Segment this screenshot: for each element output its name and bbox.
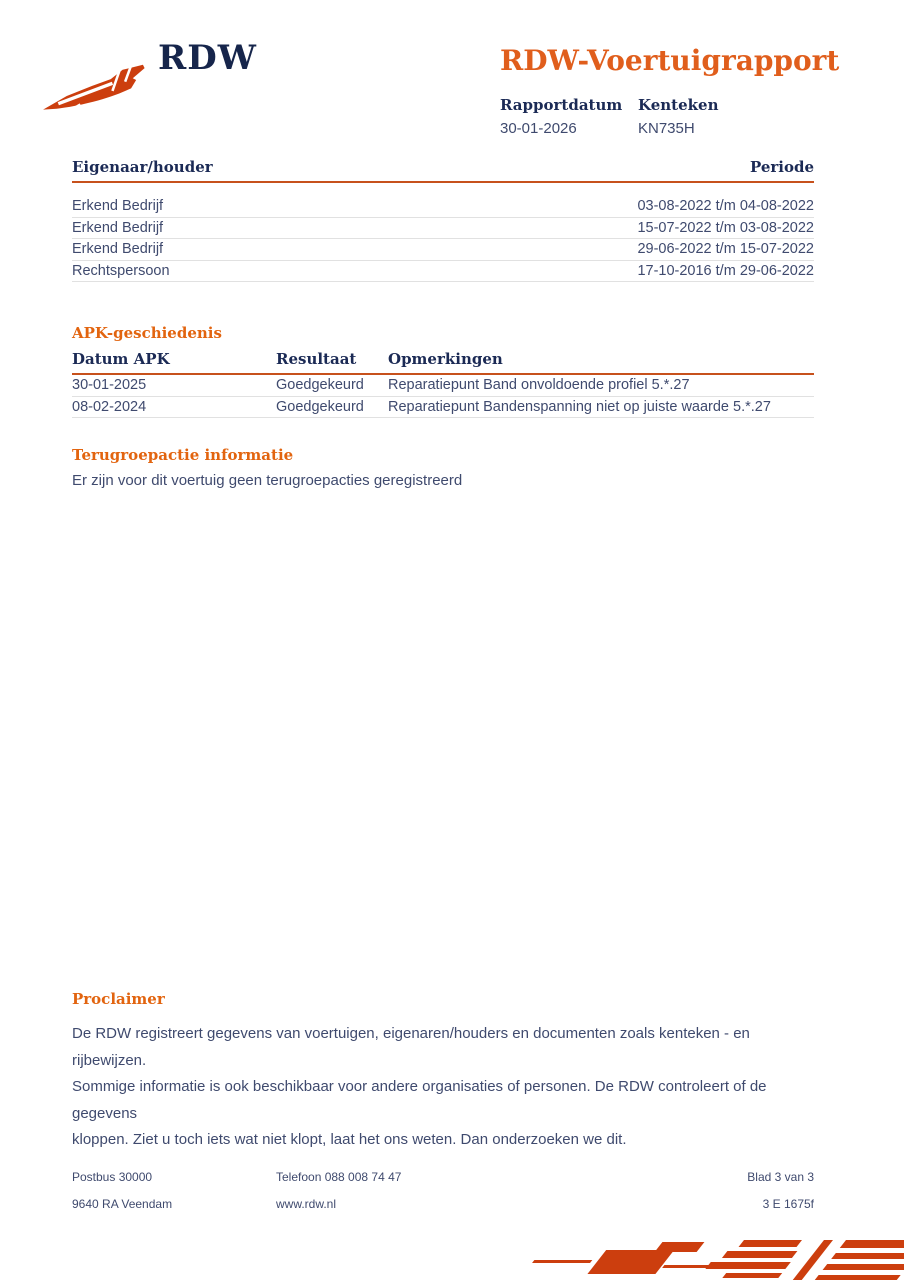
recall-section-heading: Terugroepactie informatie xyxy=(72,446,294,464)
table-row xyxy=(72,196,814,218)
license-plate-label: Kenteken xyxy=(638,96,719,114)
footer-doc-code: 3 E 1675f xyxy=(762,1197,814,1211)
page-title: RDW-Voertuigrapport xyxy=(500,44,840,77)
table-row xyxy=(72,218,814,240)
periode-cell: 03-08-2022 t/m 04-08-2022 xyxy=(637,198,814,215)
proclaimer-heading: Proclaimer xyxy=(72,990,165,1008)
apk-datum-cell: 08-02-2024 xyxy=(72,398,147,415)
proclaimer-text xyxy=(72,1021,814,1154)
footer-page-info: Blad 3 van 3 xyxy=(747,1170,814,1184)
apk-resultaat-cell: Goedgekeurd xyxy=(276,398,364,415)
rdw-stripes-graphic xyxy=(512,1240,904,1280)
table-row xyxy=(72,239,814,261)
license-plate-value: KN735H xyxy=(638,120,695,137)
footer-address-line1: Postbus 30000 xyxy=(72,1170,153,1184)
recall-section xyxy=(72,446,814,489)
recall-text: Er zijn voor dit voertuig geen terugroepacties geregistreerd xyxy=(72,472,463,489)
owner-rows xyxy=(72,196,814,282)
proclaimer-line: De RDW registreert gegevens van voertuigen, eigenaren/houders en documenten zoals kenteken - en rijbewijzen. xyxy=(72,1025,750,1069)
apk-table-header xyxy=(72,350,814,375)
footer-row xyxy=(72,1170,814,1184)
apk-rows xyxy=(72,375,814,418)
owner-cell: Erkend Bedrijf xyxy=(72,241,164,258)
apk-section-heading: APK-geschiedenis xyxy=(72,324,222,342)
owner-column-header: Eigenaar/houder xyxy=(72,158,213,176)
rdw-flag-icon xyxy=(38,56,148,120)
report-date-label: Rapportdatum xyxy=(500,96,623,114)
owner-cell: Erkend Bedrijf xyxy=(72,198,164,215)
owner-cell: Rechtspersoon xyxy=(72,262,170,279)
periode-cell: 29-06-2022 t/m 15-07-2022 xyxy=(637,241,814,258)
apk-history-section xyxy=(72,324,814,418)
owner-cell: Erkend Bedrijf xyxy=(72,219,164,236)
apk-opmerkingen-cell: Reparatiepunt Bandenspanning niet op juiste waarde 5.*.27 xyxy=(388,398,771,415)
rdw-logo-text: RDW xyxy=(158,38,257,78)
apk-opmerkingen-cell: Reparatiepunt Band onvoldoende profiel 5.*.27 xyxy=(388,377,690,394)
report-date-block xyxy=(500,96,622,137)
apk-resultaat-column-header: Resultaat xyxy=(276,350,357,368)
proclaimer-section xyxy=(72,990,814,1154)
report-date-value: 30-01-2026 xyxy=(500,120,577,137)
apk-resultaat-cell: Goedgekeurd xyxy=(276,377,364,394)
proclaimer-line: kloppen. Ziet u toch iets wat niet klopt, laat het ons weten. Dan onderzoeken we dit. xyxy=(72,1131,627,1148)
periode-column-header: Periode xyxy=(749,158,814,176)
table-row xyxy=(72,261,814,283)
periode-cell: 15-07-2022 t/m 03-08-2022 xyxy=(637,219,814,236)
footer-phone: Telefoon 088 008 74 47 xyxy=(276,1170,402,1184)
owner-table xyxy=(72,158,814,282)
footer-address-line2: 9640 RA Veendam xyxy=(72,1197,173,1211)
license-plate-block xyxy=(638,96,718,137)
page-footer xyxy=(72,1170,814,1224)
footer-website: www.rdw.nl xyxy=(276,1197,337,1211)
apk-datum-cell: 30-01-2025 xyxy=(72,377,147,394)
apk-opmerkingen-column-header: Opmerkingen xyxy=(388,350,503,368)
footer-row xyxy=(72,1197,814,1211)
apk-datum-column-header: Datum APK xyxy=(72,350,170,368)
periode-cell: 17-10-2016 t/m 29-06-2022 xyxy=(637,262,814,279)
table-row xyxy=(72,397,814,419)
owner-table-header xyxy=(72,158,814,183)
proclaimer-line: Sommige informatie is ook beschikbaar voor andere organisaties of personen. De RDW controleert of de gegevens xyxy=(72,1078,767,1122)
table-row xyxy=(72,375,814,397)
